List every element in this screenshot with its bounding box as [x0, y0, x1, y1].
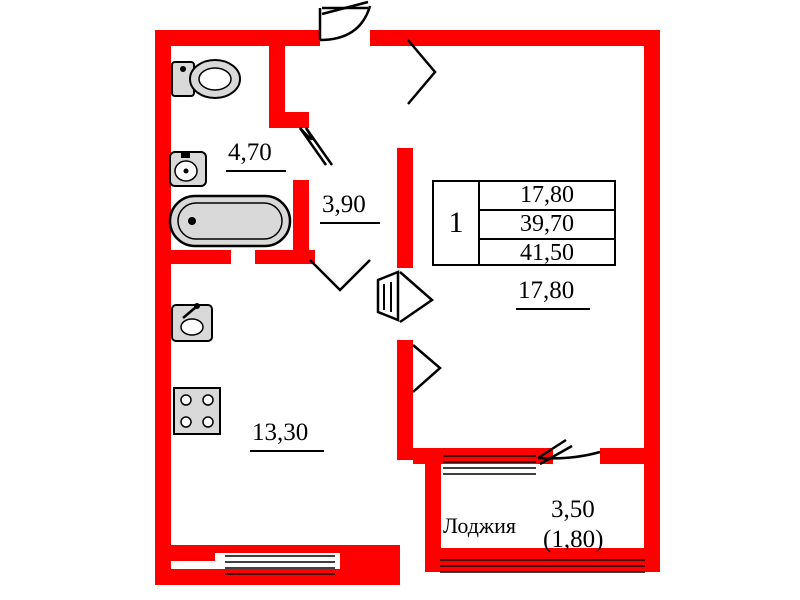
room-area-kitchen-underline: [250, 450, 324, 452]
room-area-hall: 4,70: [228, 139, 272, 166]
loggia-area: 3,50: [551, 496, 595, 523]
room-area-living-room-underline: [516, 308, 590, 310]
bathtub-icon: [170, 196, 290, 246]
loggia-area-reduced: (1,80): [543, 526, 604, 553]
room-area-living-room: 17,80: [518, 277, 575, 304]
badge-living-area: 17,80: [520, 182, 574, 208]
stove-icon: [174, 388, 220, 434]
room-area-hall-underline: [226, 170, 286, 172]
kitchen-sink-icon: [172, 303, 212, 341]
sink-icon: [170, 152, 206, 186]
badge-total-area: 39,70: [480, 209, 614, 238]
badge-room-count: 1: [434, 182, 480, 264]
badge-values: [480, 182, 614, 264]
room-area-bathroom-corridor: 3,90: [322, 191, 366, 218]
room-area-bathroom-corridor-underline: [320, 222, 380, 224]
toilet-icon: [172, 60, 240, 98]
apartment-summary-badge: [432, 180, 616, 266]
badge-total-with-loggia: 41,50: [480, 238, 614, 267]
loggia-label: Лоджия: [443, 513, 517, 538]
room-area-kitchen: 13,30: [252, 419, 309, 446]
